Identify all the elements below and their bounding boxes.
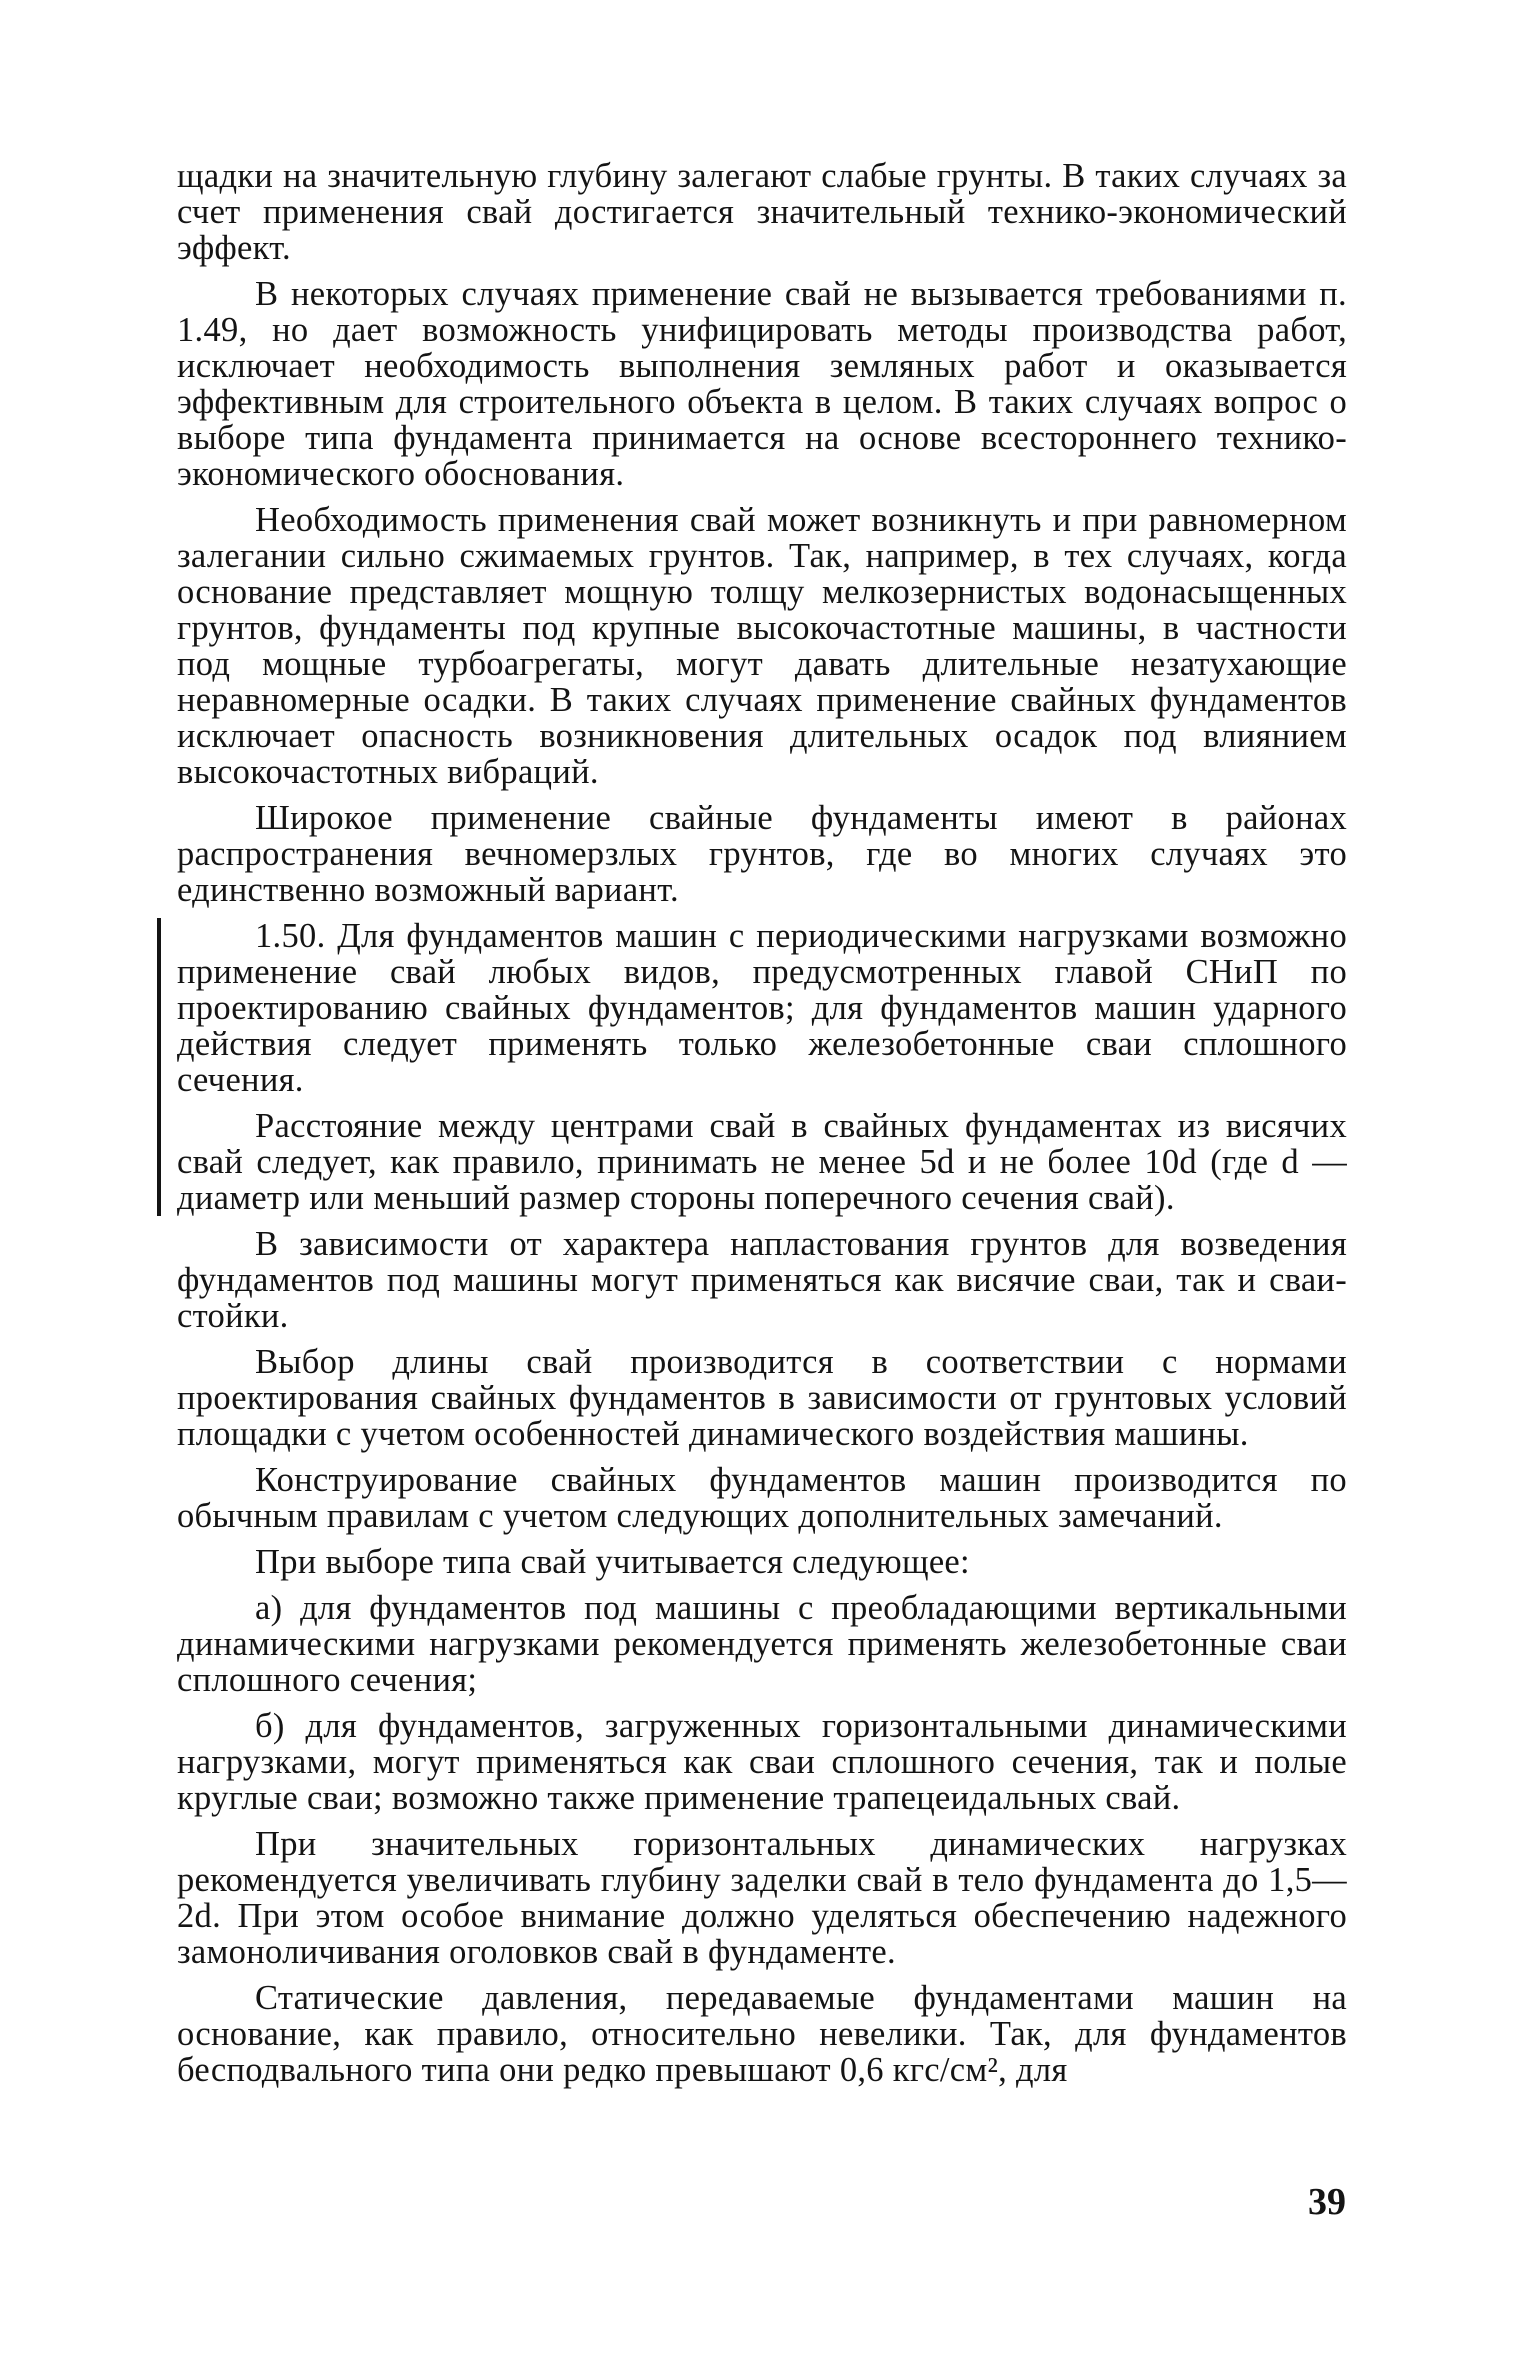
- paragraph-unification: В некоторых случаях применение свай не вызывается требованиями п. 1.49, но дает возможность унифицировать методы производства работ, исключает необходимость выполнения земляных работ и оказывается эффективным для строительного объекта в целом. В таких случаях вопрос о выборе типа фундамента принимается на основе всестороннего технико-экономического обоснования.: [177, 275, 1347, 493]
- list-item-b: б) для фундаментов, загруженных горизонтальными динамическими нагрузками, могут применяться как сваи сплошного сечения, так и полые круглые сваи; возможно также применение трапецеидальных свай.: [177, 1707, 1347, 1817]
- page-body: [177, 158, 1347, 2088]
- paragraph-permafrost: Широкое применение свайные фундаменты имеют в районах распространения вечномерзлых грунтов, где во многих случаях это единственно возможный вариант.: [177, 799, 1347, 909]
- paragraph-pile-spacing: Расстояние между центрами свай в свайных фундаментах из висячих свай следует, как правило, принимать не менее 5d и не более 10d (где d — диаметр или меньший размер стороны поперечного сечения свай).: [177, 1107, 1347, 1217]
- paragraph-compressible-soils: Необходимость применения свай может возникнуть и при равномерном залегании сильно сжимаемых грунтов. Так, например, в тех случаях, когда основание представляет мощную толщу мелкозернистых водонасыщенных грунтов, фундаменты под крупные высокочастотные машины, в частности под мощные турбоагрегаты, могут давать длительные незатухающие неравномерные осадки. В таких случаях применение свайных фундаментов исключает опасность возникновения длительных осадок под влиянием высокочастотных вибраций.: [177, 501, 1347, 791]
- paragraph-horizontal-loads: При значительных горизонтальных динамических нагрузках рекомендуется увеличивать глубину заделки свай в тело фундамента до 1,5—2d. При этом особое внимание должно уделяться обеспечению надежного замоноличивания оголовков свай в фундаменте.: [177, 1825, 1347, 1971]
- list-item-a: а) для фундаментов под машины с преобладающими вертикальными динамическими нагрузками рекомендуется применять железобетонные сваи сплошного сечения;: [177, 1589, 1347, 1699]
- paragraph-pile-types: В зависимости от характера напластования грунтов для возведения фундаментов под машины могут применяться как висячие сваи, так и сваи-стойки.: [177, 1225, 1347, 1335]
- paragraph-static-pressure: Статические давления, передаваемые фундаментами машин на основание, как правило, относительно невелики. Так, для фундаментов бесподвального типа они редко превышают 0,6 кгс/см², для: [177, 1979, 1347, 2089]
- marked-section: [177, 918, 1347, 1216]
- margin-change-bar: [157, 918, 161, 1216]
- paragraph-design-rules: Конструирование свайных фундаментов машин производится по обычным правилам с учетом следующих дополнительных замечаний.: [177, 1461, 1347, 1535]
- paragraph-continuation: щадки на значительную глубину залегают слабые грунты. В таких случаях за счет применения свай достигается значительный технико-экономический эффект.: [177, 157, 1347, 267]
- page-number: 39: [1308, 2181, 1346, 2223]
- paragraph-clause-1-50: 1.50. Для фундаментов машин с периодическими нагрузками возможно применение свай любых видов, предусмотренных главой СНиП по проектированию свайных фундаментов; для фундаментов машин ударного действия следует применять только железобетонные сваи сплошного сечения.: [177, 917, 1347, 1099]
- paragraph-pile-length: Выбор длины свай производится в соответствии с нормами проектирования свайных фундаментов в зависимости от грунтовых условий площадки с учетом особенностей динамического воздействия машины.: [177, 1343, 1347, 1453]
- paragraph-pile-selection: При выборе типа свай учитывается следующее:: [255, 1543, 970, 1581]
